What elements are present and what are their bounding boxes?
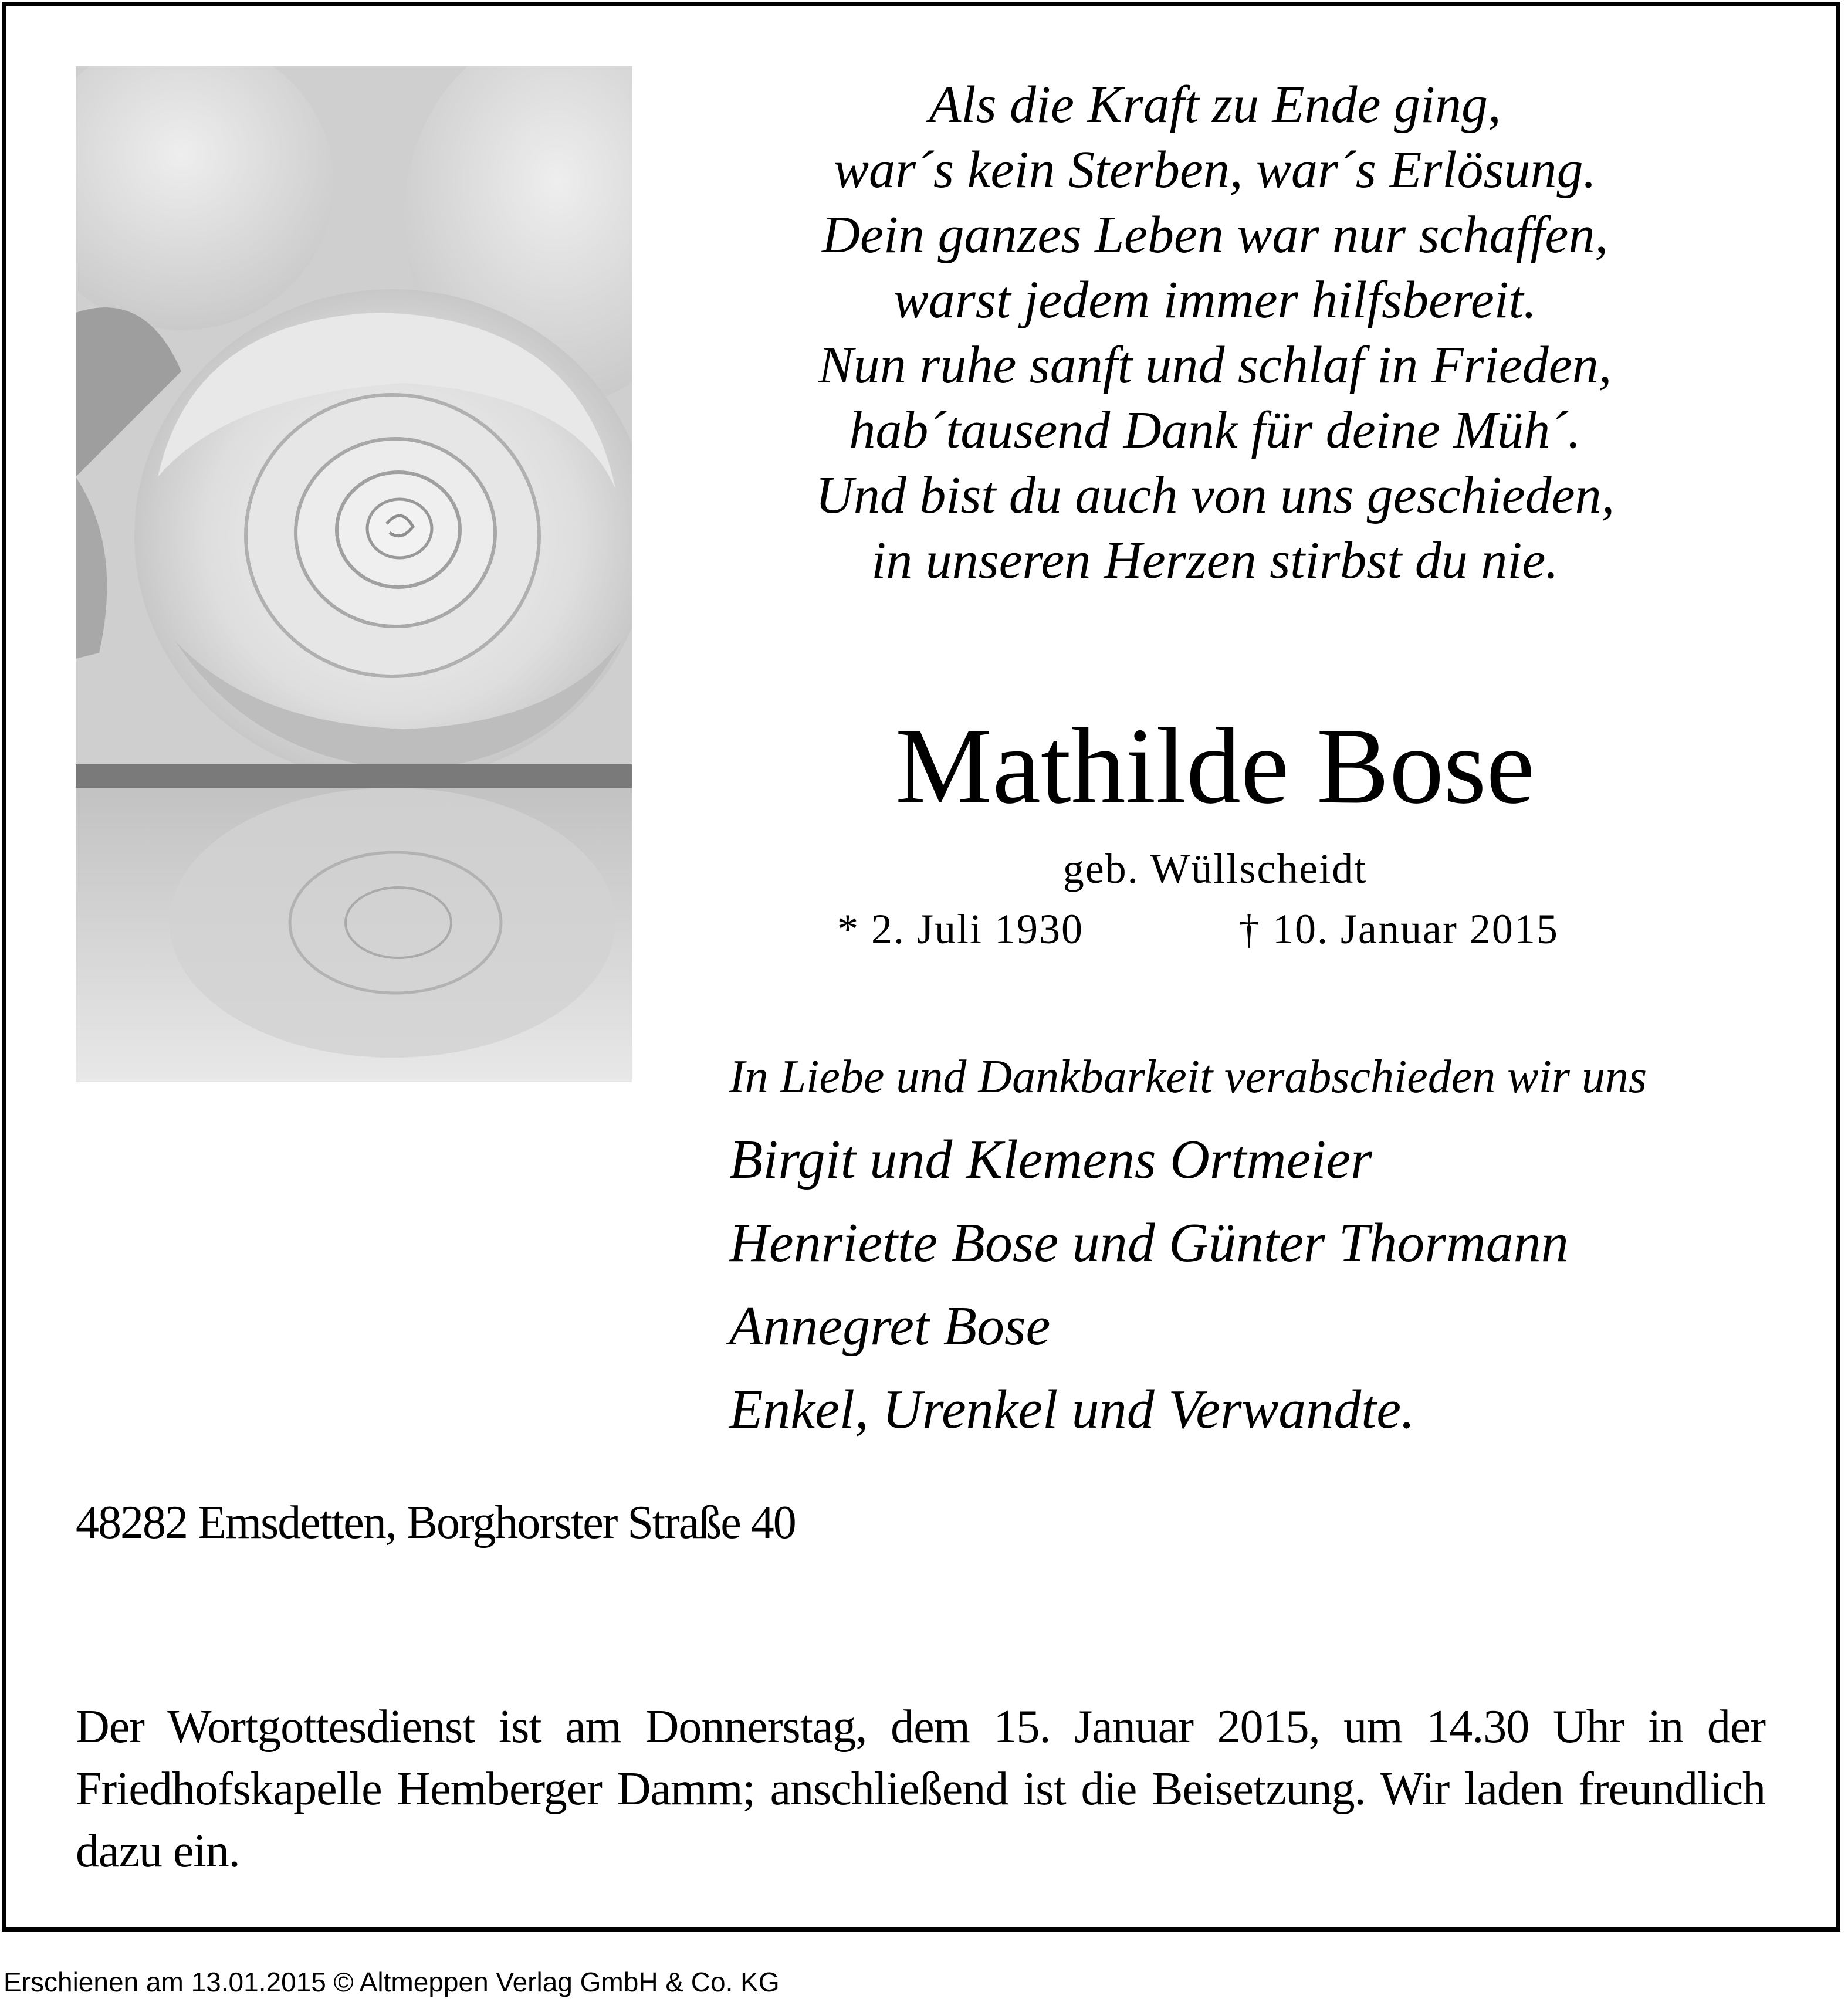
deceased-name: Mathilde Bose xyxy=(895,706,1535,826)
poem-line: warst jedem immer hilfsbereit. xyxy=(893,271,1537,329)
maiden-name: geb. Wüllscheidt xyxy=(1062,845,1368,892)
death-date: † 10. Januar 2015 xyxy=(1238,906,1559,953)
poem xyxy=(652,72,1778,593)
poem-line: war´s kein Sterben, war´s Erlösung. xyxy=(834,141,1596,199)
poem-line: hab´tausend Dank für deine Müh´. xyxy=(849,401,1581,459)
poem-line: Dein ganzes Leben war nur schaffen, xyxy=(822,206,1608,264)
service-notice: Der Wortgottesdienst ist am Donnerstag, dem 15. Januar 2015, um 14.30 Uhr in der Friedhofskapelle Hemberger Damm; anschließend ist die Beisetzung. Wir laden freundlich dazu ein. xyxy=(76,1701,1765,1877)
address: 48282 Emsdetten, Borghorster Straße 40 xyxy=(76,1497,796,1549)
mourners-intro: In Liebe und Dankbarkeit verabschieden wir uns xyxy=(729,1051,1647,1103)
poem-line: Als die Kraft zu Ende ging, xyxy=(929,76,1501,134)
poem-line: in unseren Herzen stirbst du nie. xyxy=(871,531,1559,590)
publication-footer: Erschienen am 13.01.2015 © Altmeppen Verlag GmbH & Co. KG xyxy=(4,1967,780,1997)
poem-line: Nun ruhe sanft und schlaf in Frieden, xyxy=(818,336,1612,394)
mourner-name: Enkel, Urenkel und Verwandte. xyxy=(729,1379,1415,1440)
mourner-name: Birgit und Klemens Ortmeier xyxy=(729,1129,1372,1190)
mourners-list xyxy=(729,1118,1569,1451)
mourner-name: Annegret Bose xyxy=(729,1296,1051,1357)
mourner-name: Henriette Bose und Günter Thormann xyxy=(729,1212,1569,1273)
rose-photo xyxy=(76,66,632,1082)
birth-date: * 2. Juli 1930 xyxy=(837,906,1084,953)
life-dates xyxy=(652,900,1778,958)
obituary-frame xyxy=(2,2,1840,1932)
poem-line: Und bist du auch von uns geschieden, xyxy=(815,466,1615,524)
